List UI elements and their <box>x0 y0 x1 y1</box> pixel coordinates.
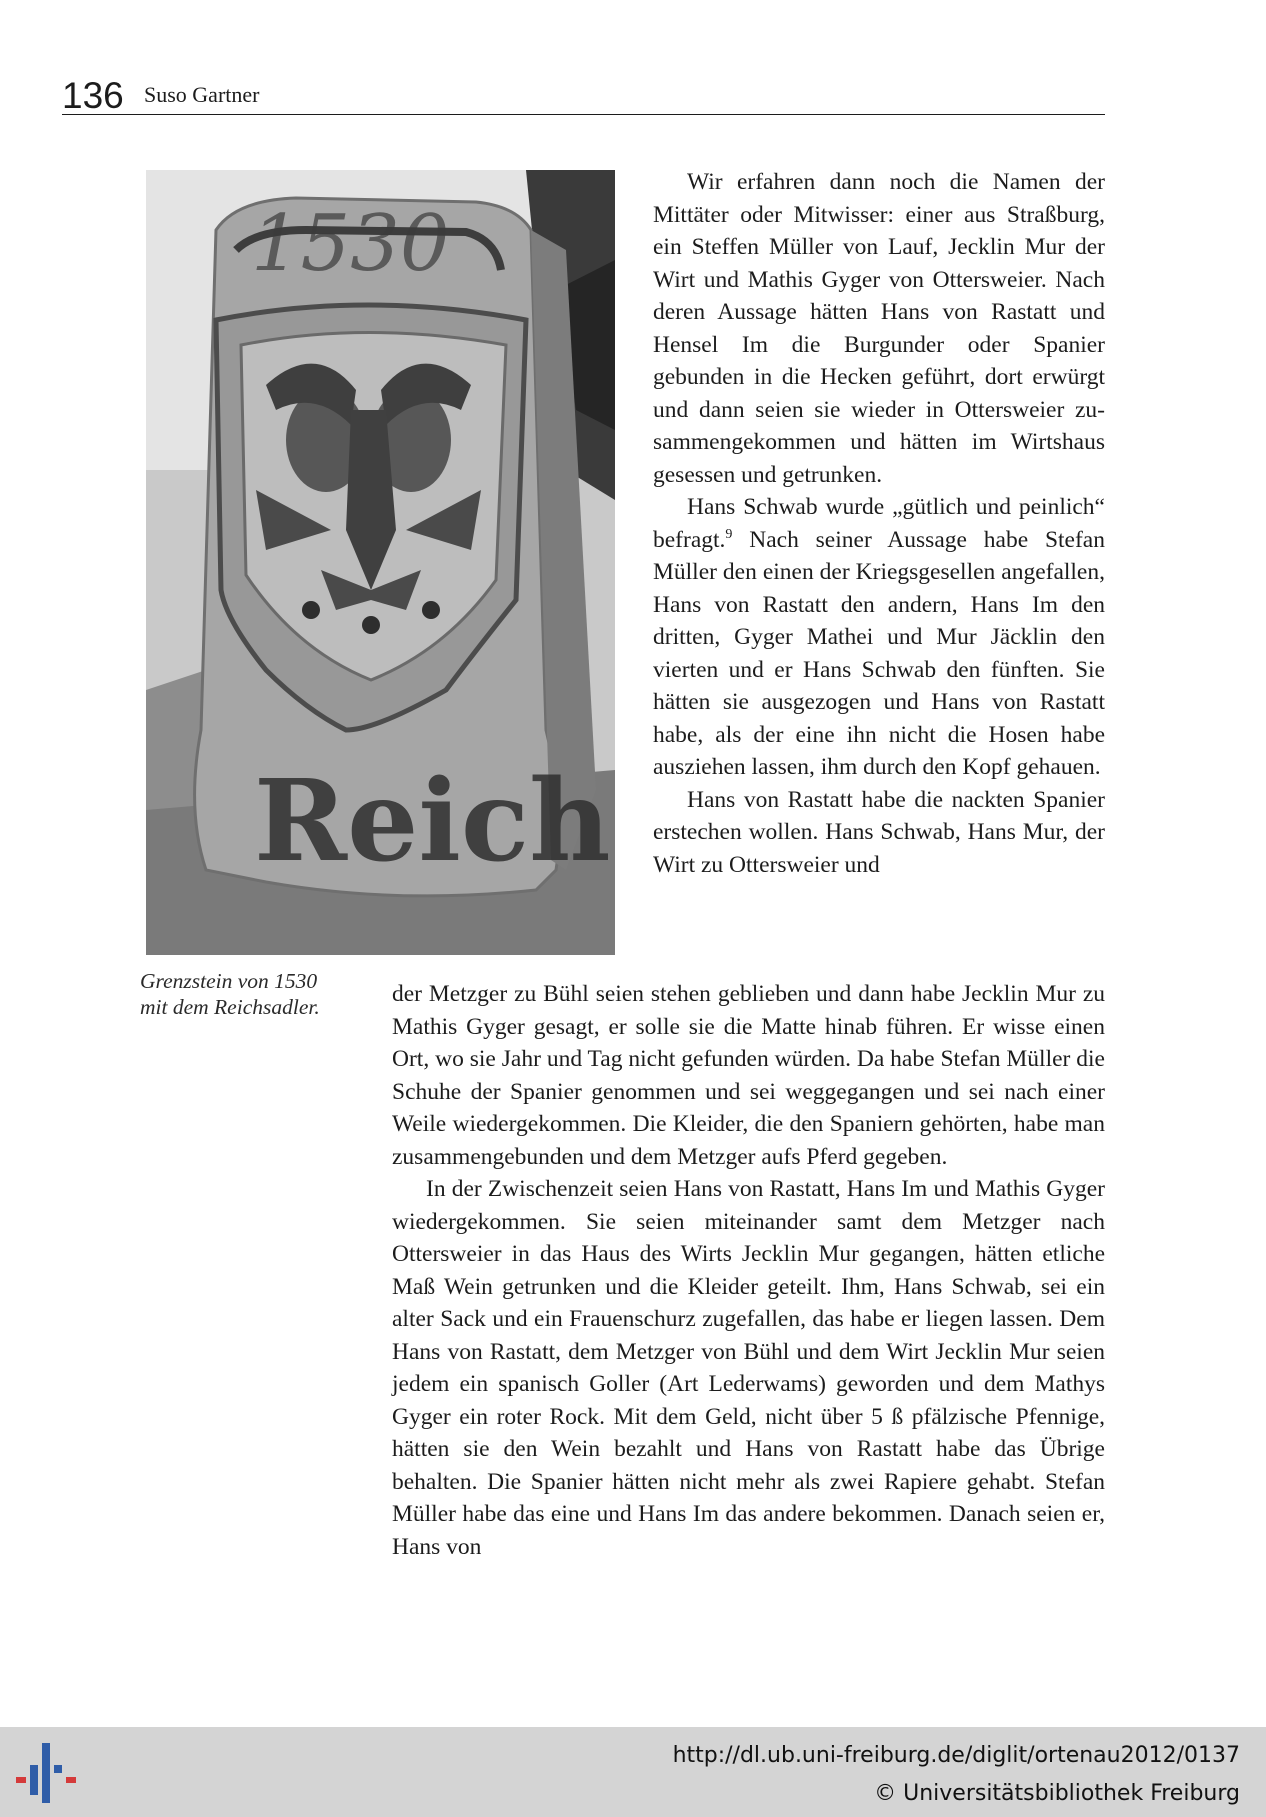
page-header <box>62 74 1105 115</box>
caption-line-2: mit dem Reichsadler. <box>140 995 320 1019</box>
svg-text:Reich: Reich <box>254 756 611 887</box>
text-column-narrow <box>653 166 1105 881</box>
caption-line-1: Grenzstein von 1530 <box>140 969 318 993</box>
figure-caption <box>140 968 370 1020</box>
footnote-marker: 9 <box>725 526 733 542</box>
text-column-wide <box>392 978 1105 1563</box>
paragraph-1: Wir erfahren dann noch die Namen der Mittäter oder Mitwisser: einer aus Straßburg, ein Steffen Müller von Lauf, Jecklin Mur der Wirt und Mathis Gyger von Ottersweier. Nach deren Aussage hätten Hans von Rastatt und Hensel Im die Burgunder oder Spanier gebunden in die Hecken geführt, dort erwürgt und dann seien sie wieder in Ottersweier zusammengekommen und hätten im Wirtshaus gesessen und getrunken. <box>653 169 1105 488</box>
paragraph-4: In der Zwischenzeit seien Hans von Rastatt, Hans Im und Mathis Gyger wiedergekommen. Sie seien miteinander samt dem Metzger nach Ottersweier in das Haus des Wirts Jecklin Mur gegangen, hätten etliche Maß Wein getrunken und die Kleider geteilt. Ihm, Hans Schwab, sei ein alter Sack und ein Frauenschurz zugefallen, das habe er liegen lassen. Dem Hans von Rastatt, dem Metzger von Bühl und dem Wirt Jecklin Mur seien jedem ein spanisch Goller (Art Lederwams) geworden und dem Mathys Gyger ein roter Rock. Mit dem Geld, nicht über 5 ß pfälzische Pfennige, hätten sie den Wein bezahlt und Hans von Rastatt habe das Übrige behalten. Die Spanier hätten nicht mehr als zwei Rapiere gehabt. Stefan Müller habe das eine und Hans Im das andere bekommen. Danach seien er, Hans von <box>392 1176 1105 1560</box>
svg-text:1530: 1530 <box>251 199 450 289</box>
paragraph-2-part-a: Hans Schwab wurde „gütlich und peinlich“ befragt. <box>653 494 1105 553</box>
paragraph-2 <box>653 491 1105 784</box>
paragraph-3-start: Hans von Rastatt habe die nackten Spanier erstechen wollen. Hans Schwab, Hans Mur, der Wirt zu Ottersweier und <box>653 786 1105 878</box>
page-number: 136 <box>62 75 124 116</box>
boundary-stone-photo <box>146 170 615 955</box>
paragraph-3-continued: der Metzger zu Bühl seien stehen geblieben und dann habe Jecklin Mur zu Mathis Gyger gesagt, er solle sie die Matte hinab führen. Er wisse einen Ort, wo sie Jahr und Tag nicht gefunden würden. Da habe Stefan Müller die Schuhe der Spanier genommen und sei weggegangen und sei nach einer Weile wiedergekommen. Die Kleider, die den Spaniern gehörten, habe man zusammengebunden und dem Metzger aufs Pferd gegeben. <box>392 981 1105 1170</box>
copyright-notice: © Universitätsbibliothek Freiburg <box>874 1781 1240 1806</box>
library-logo-icon <box>14 1739 78 1807</box>
paragraph-2-part-b: Nach seiner Aussage habe Stefan Müller den einen der Kriegsgesellen angefallen, Hans von Rastatt den andern, Hans Im den dritten, Gyger Mathei und Mur Jäcklin den vierten und er Hans Schwab den fünften. Sie hätten sie ausgezogen und Hans von Rastatt habe, als der eine ihn nicht die Hosen habe ausziehen lassen, ihm durch den Kopf gehauen. <box>653 526 1105 780</box>
footer-bar <box>0 1727 1266 1817</box>
running-head-author: Suso Gartner <box>144 82 260 107</box>
source-url-link[interactable]: http://dl.ub.uni-freiburg.de/diglit/ortenau2012/0137 <box>672 1743 1240 1768</box>
